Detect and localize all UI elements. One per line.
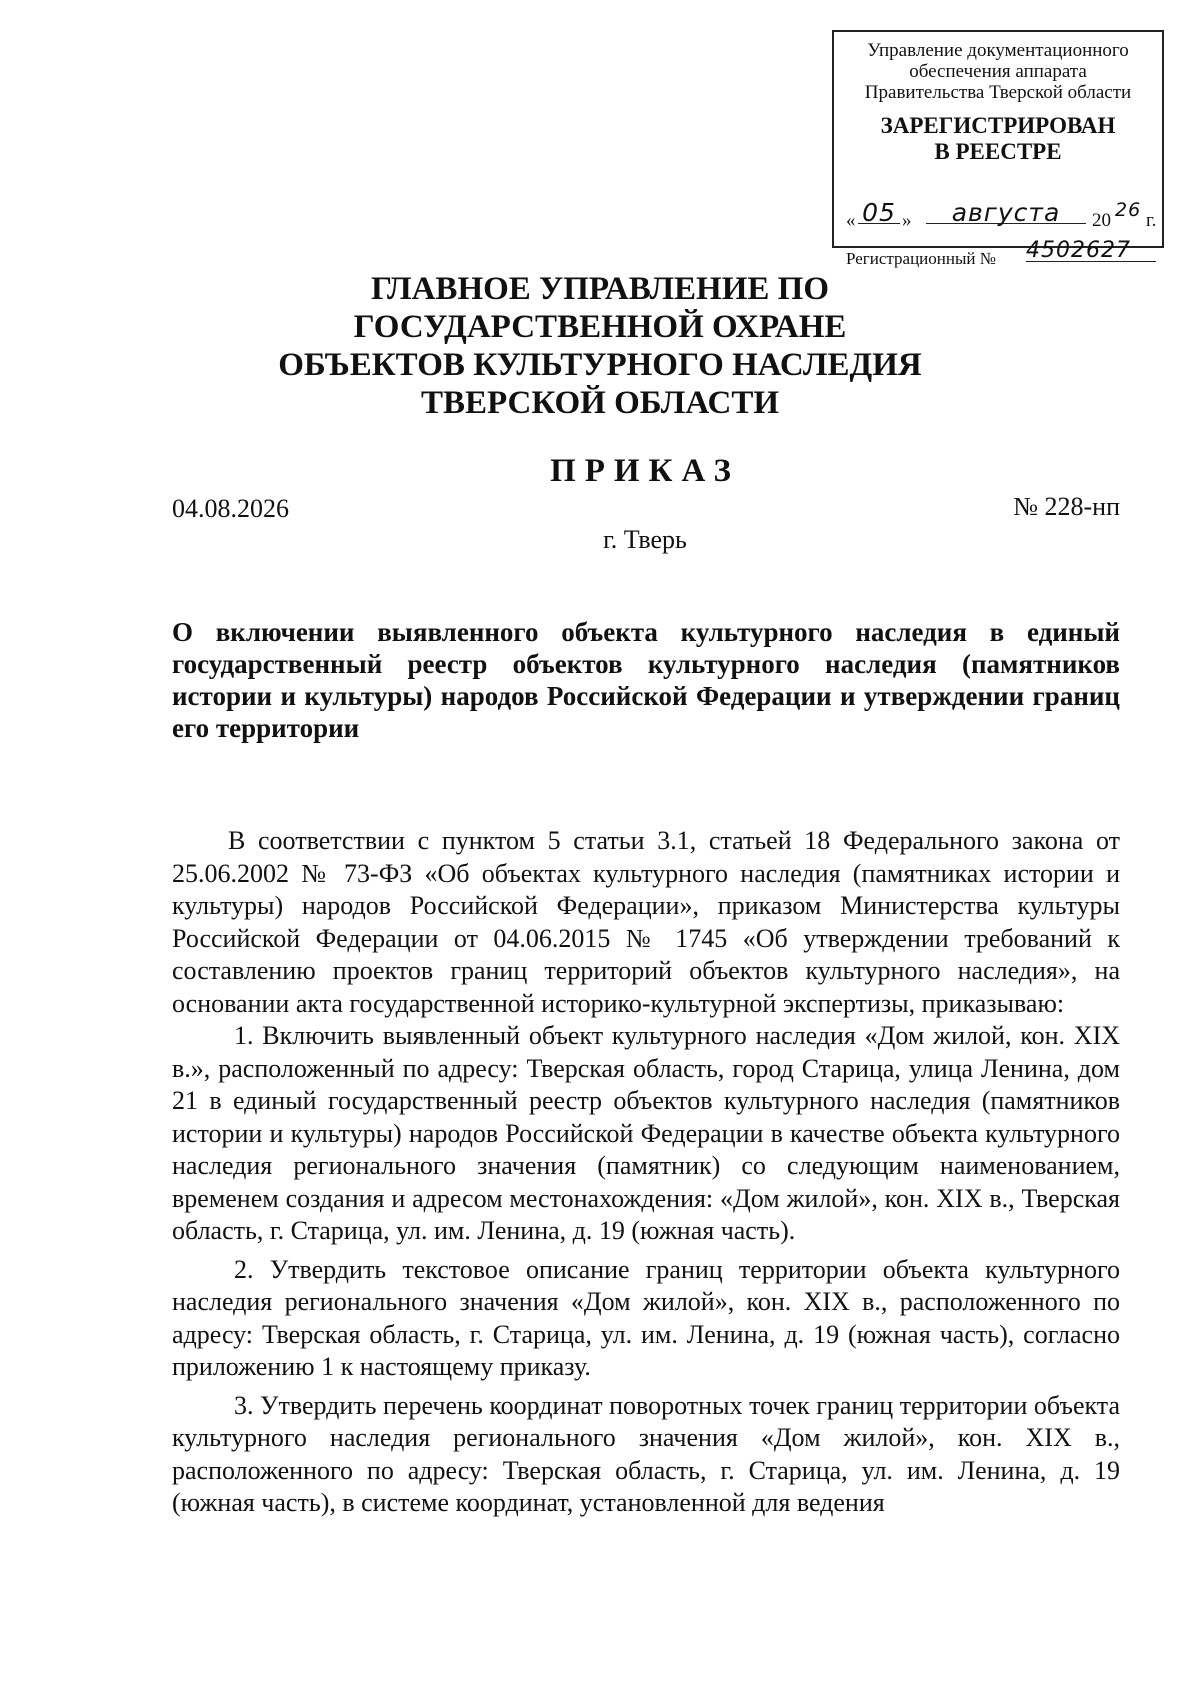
stamp-number-value: 4502627 (1026, 240, 1156, 262)
stamp-quote-open: « (846, 210, 856, 231)
stamp-org-line: обеспечения аппарата (909, 61, 1087, 82)
document-number: № 228-нп (1013, 492, 1120, 521)
document-type: ПРИКАЗ (550, 453, 740, 489)
authority-line: ГОСУДАРСТВЕННОЙ ОХРАНЕ (353, 309, 847, 345)
order-item-2: 2. Утвердить текстовое описание границ территории объекта культурного наследия регионального значения «Дом жилой», кон. XIX в., расположенного по адресу: Тверская область, г. Старица, ул. им. Ленина, д. 19 (южная часть), согласно приложению 1 к настоящему приказу. (172, 1254, 1120, 1381)
issuing-authority (160, 270, 1040, 422)
order-item-3: 3. Утвердить перечень координат поворотных точек границ территории объекта культурного наследия регионального значения «Дом жилой», кон. XIX в., расположенного по адресу: Тверская область, г. Старица, ул. им. Ленина, д. 19 (южная часть), в системе координат, установленной для ведения (172, 1390, 1120, 1517)
stamp-registered-line: ЗАРЕГИСТРИРОВАН (880, 113, 1116, 138)
stamp-number-label: Регистрационный № (846, 249, 996, 268)
stamp-month: августа (926, 202, 1086, 224)
stamp-org-line: Управление документационного (867, 40, 1129, 61)
stamp-year-suffix: г. (1146, 210, 1157, 231)
stamp-year-prefix: 20 (1092, 210, 1111, 231)
order-item-1: 1. Включить выявленный объект культурного наследия «Дом жилой, кон. XIX в.», расположенный по адресу: Тверская область, город Старица, улица Ленина, дом 21 в единый государственный реестр объектов культурного наследия (памятников истории и культуры) народов Российской Федерации в качестве объекта культурного наследия регионального значения (памятник) со следующим наименованием, временем создания и адресом местонахождения: «Дом жилой», кон. XIX в., Тверская область, г. Старица, ул. им. Ленина, д. 19 (южная часть). (172, 1021, 1120, 1245)
stamp-registered-line: В РЕЕСТРЕ (934, 139, 1062, 164)
document-city: г. Тверь (603, 525, 687, 554)
stamp-quote-close: » (902, 210, 912, 231)
authority-line: ТВЕРСКОЙ ОБЛАСТИ (420, 385, 780, 421)
registration-stamp (832, 30, 1164, 268)
stamp-organization (834, 40, 1162, 103)
document-date: 04.08.2026 (172, 494, 289, 523)
document-subject: О включении выявленного объекта культурного наследия в единый государственный реестр объектов культурного наследия (памятников истории и культуры) народов Российской Федерации и утверждении границ его территории (172, 617, 1120, 743)
stamp-org-line: Правительства Тверской области (864, 82, 1132, 103)
stamp-year-handwritten: 26 (1115, 199, 1142, 221)
authority-line: ГЛАВНОЕ УПРАВЛЕНИЕ ПО (371, 271, 829, 307)
preamble-paragraph: В соответствии с пунктом 5 статьи 3.1, статьей 18 Федерального закона от 25.06.2002 № 73-ФЗ «Об объектах культурного наследия (памятниках истории и культуры) народов Российской Федерации», приказом Министерства культуры Российской Федерации от 04.06.2015 № 1745 «Об утверждении требований к составлению проектов границ территорий объектов культурного наследия», на основании акта государственной историко-культурной экспертизы, приказываю: (172, 826, 1120, 1018)
authority-line: ОБЪЕКТОВ КУЛЬТУРНОГО НАСЛЕДИЯ (278, 347, 922, 383)
stamp-date (846, 198, 1158, 236)
document-body (172, 825, 1120, 1520)
stamp-registered-title (834, 113, 1162, 165)
stamp-day: 05 (858, 202, 900, 224)
